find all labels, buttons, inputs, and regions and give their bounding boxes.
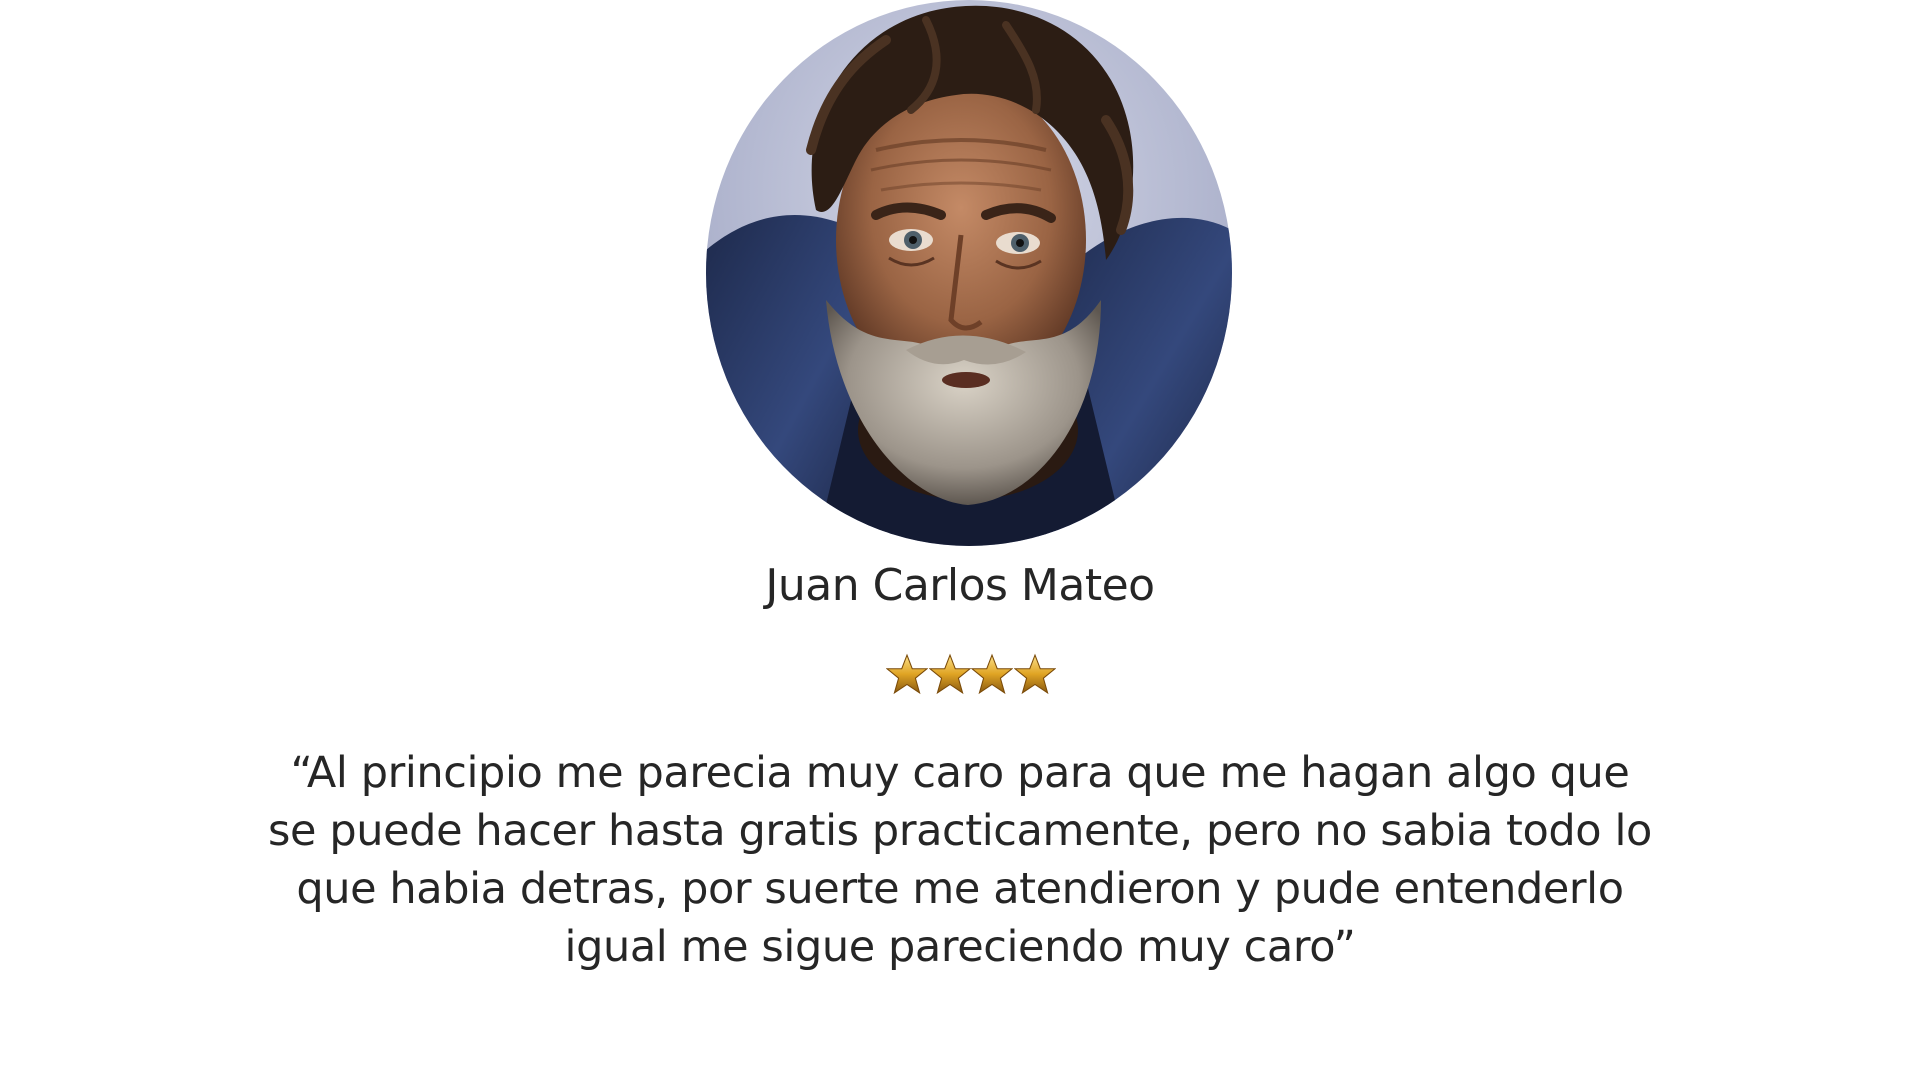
reviewer-name: Juan Carlos Mateo — [765, 560, 1155, 611]
portrait-photo — [706, 0, 1232, 546]
star-icon — [886, 653, 928, 695]
star-icon — [971, 653, 1013, 695]
testimonial-quote — [210, 744, 1710, 976]
quote-line: igual me sigue pareciendo muy caro” — [564, 922, 1356, 972]
quote-line: se puede hacer hasta gratis practicamente, pero no sabia todo lo — [268, 806, 1652, 856]
quote-line: “Al principio me parecia muy caro para que me hagan algo que — [290, 748, 1630, 798]
quote-line: que habia detras, por suerte me atendieron y pude entenderlo — [296, 864, 1624, 914]
star-rating — [886, 652, 1056, 696]
star-icon — [929, 653, 971, 695]
person-portrait — [706, 0, 1232, 546]
star-icon — [1014, 653, 1056, 695]
